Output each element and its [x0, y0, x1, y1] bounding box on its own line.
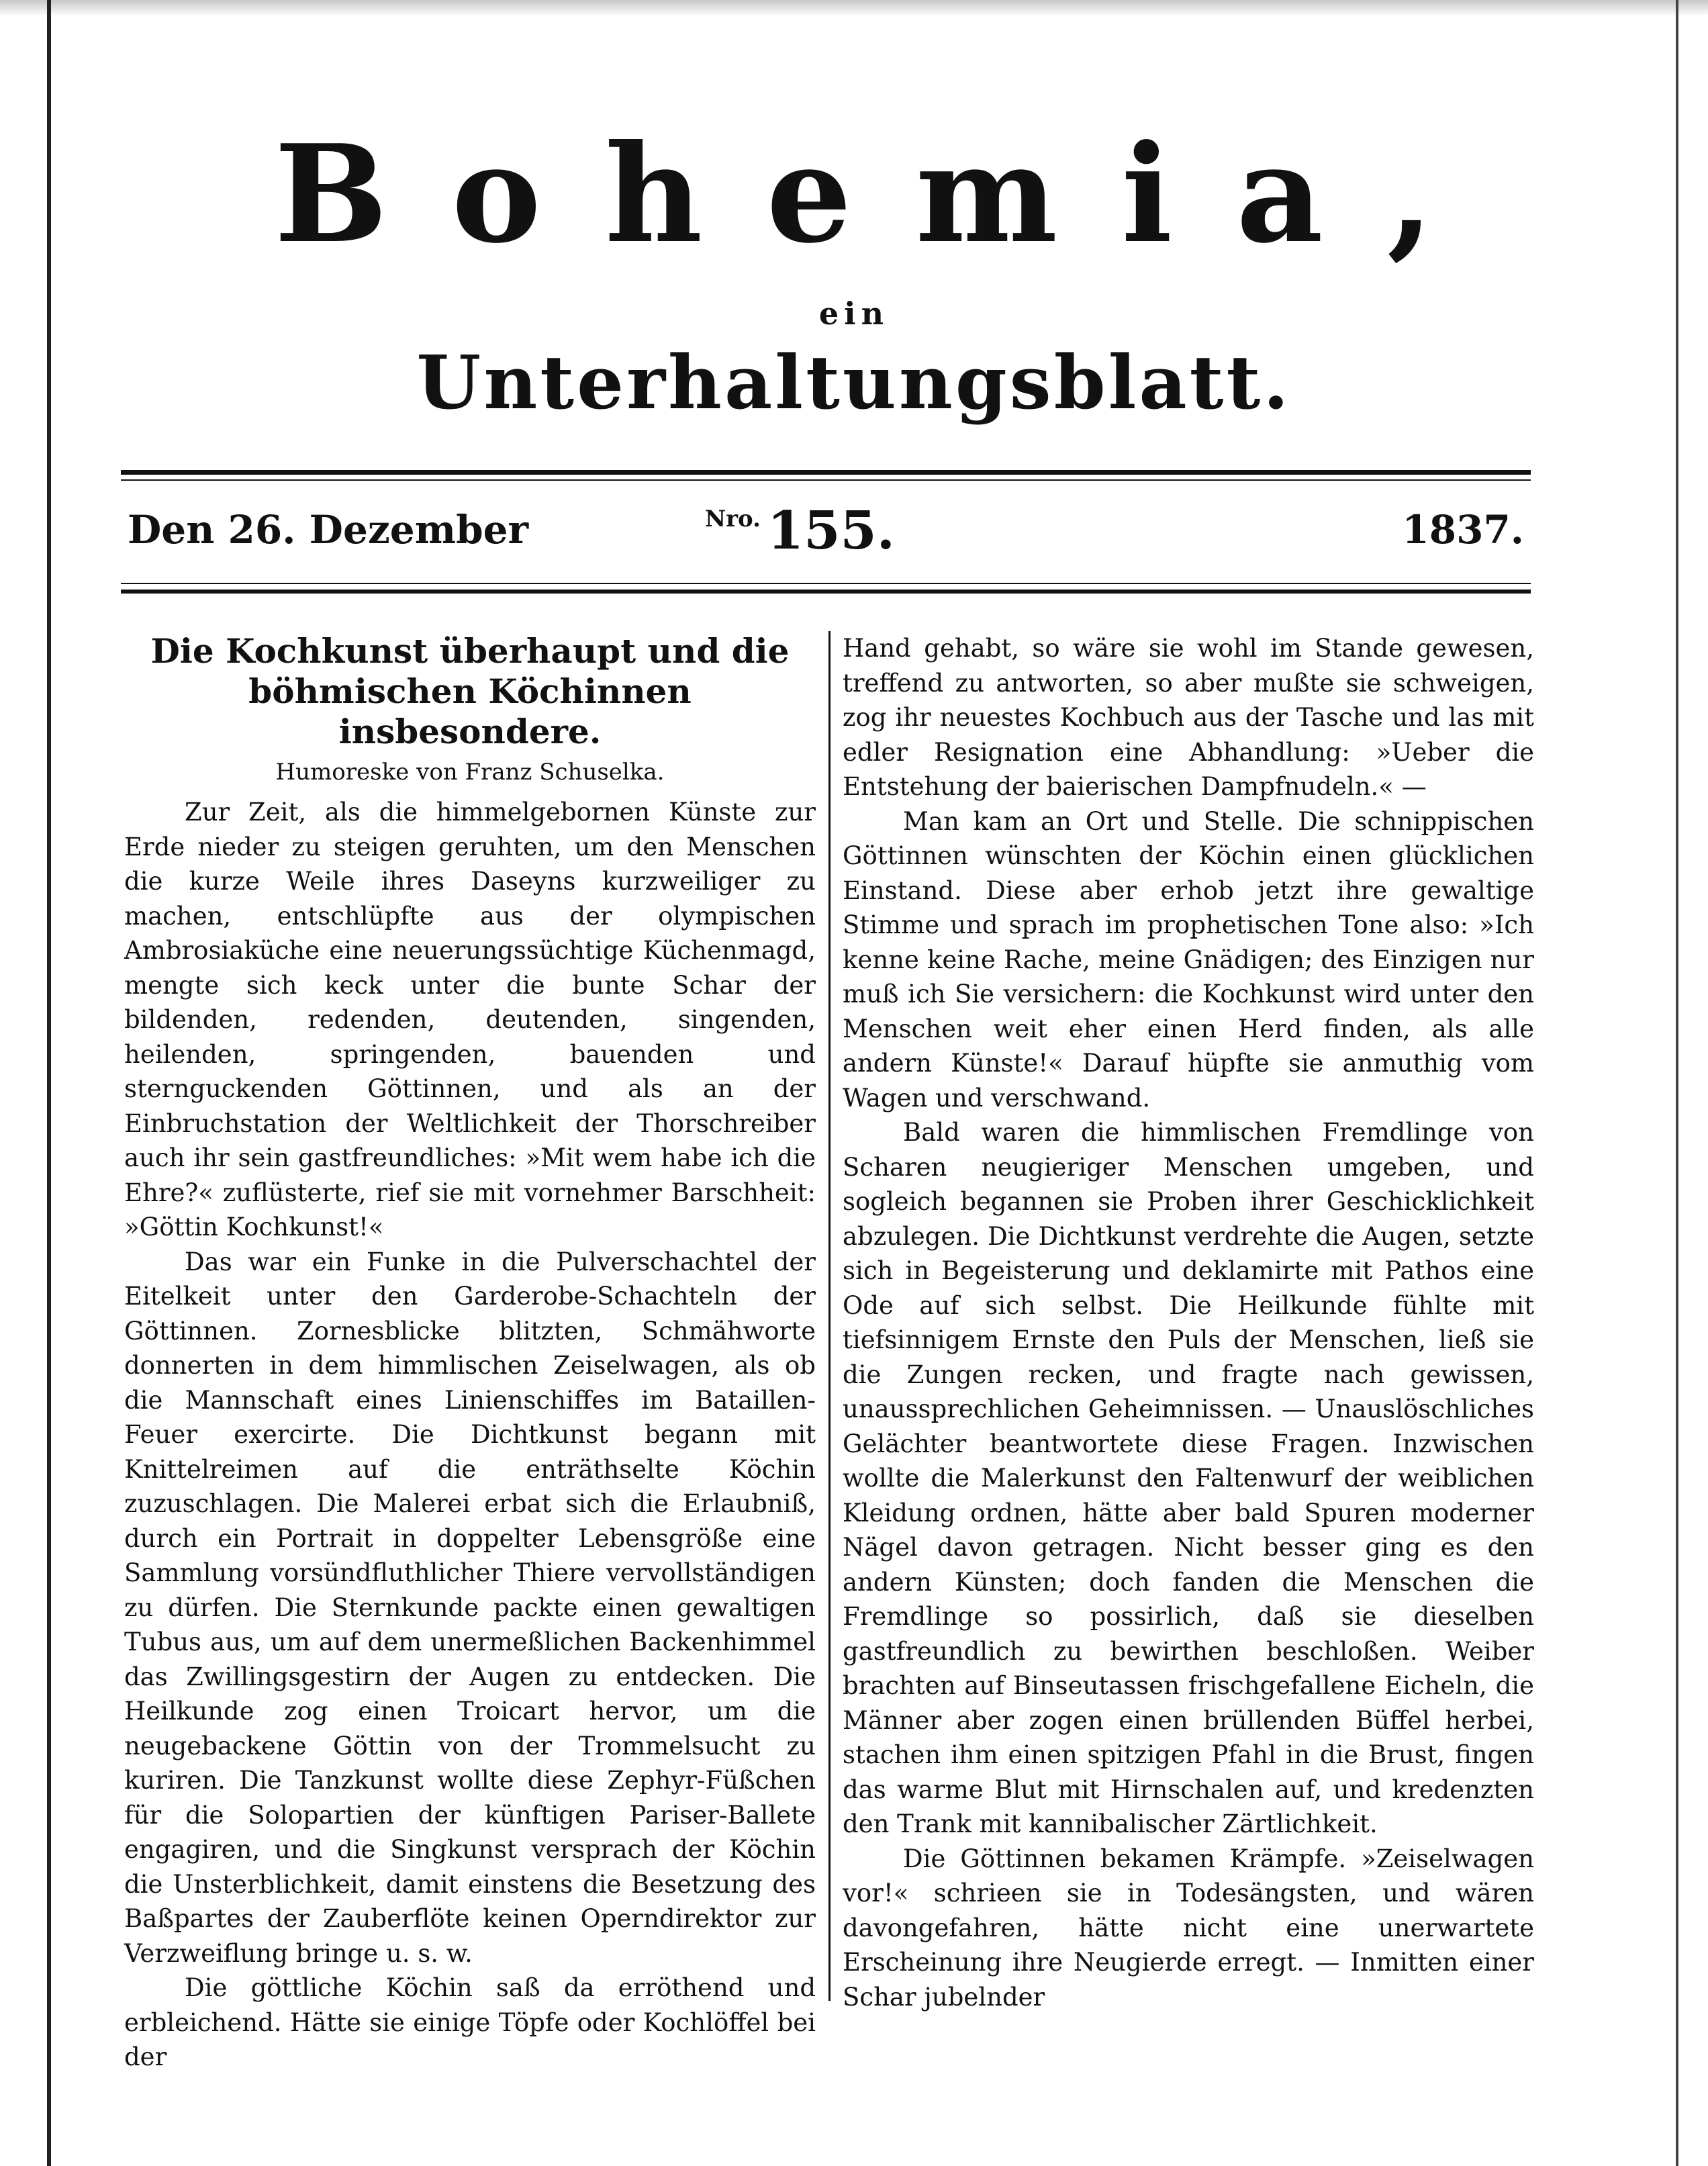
paragraph: Das war ein Funke in die Pulverschachtel der Eitelkeit unter den Garderobe-Schachteln der Göttinnen. Zornesblicke blitzten, Schmähworte donnerten in dem himmlischen Zeiselwagen, als ob die Mannschaft eines Linienschiffes im Bataillen-Feuer exercirte. Die Dichtkunst begann mit Knittelreimen auf die enträthselte Köchin zuzuschlagen. Die Malerei erbat sich die Erlaubniß, durch ein Portrait in doppelter Lebensgröße eine Sammlung vorsündfluthlicher Thiere vervollständigen zu dürfen. Die Sternkunde packte einen gewaltigen Tubus aus, um auf dem unermeßlichen Backenhimmel das Zwillingsgestirn der Augen zu entdecken. Die Heilkunde zog einen Troicart hervor, um die neugebackene Göttin von der Trommelsucht zu kuriren. Die Tanzkunst wollte diese Zephyr-Füßchen für die Solopartien der künftigen Pariser-Ballete engagiren, und die Singkunst versprach der Köchin die Unsterblichkeit, damit einstens die Besetzung des Baßpartes der Zauberflöte keinen Operndirektor zur Verzweiflung bringe u. s. w. [124, 1247, 816, 1968]
paragraph: Die Göttinnen bekamen Krämpfe. »Zeiselwagen vor!« schrieen sie in Todesängsten, und wären davongefahren, hätte nicht eine unerwartete Erscheinung ihre Neugierde erregt. — Inmitten einer Schar jubelnder [843, 1844, 1534, 2012]
header-rule-thin [121, 479, 1531, 481]
masthead-subtitle: Unterhaltungsblatt. [416, 339, 1292, 426]
right-column [843, 631, 1534, 2014]
issue-rule-thick [121, 590, 1531, 594]
issue-number-value: 155. [767, 500, 895, 561]
issue-rule-thin [121, 583, 1531, 584]
header-rule-thick [121, 470, 1531, 475]
paragraph: Zur Zeit, als die himmelgebornen Künste zur Erde nieder zu steigen geruhten, um den Menschen die kurze Weile ihres Daseyns kurzweiliger zu machen, entschlüpfte aus der olympischen Ambrosiaküche eine neuerungssüchtige Küchenmagd, mengte sich keck unter die bunte Schar der bildenden, redenden, deutenden, singenden, heilenden, springenden, bauenden und sternguckenden Göttinnen, und als an der Einbruchstation der Weltlichkeit der Thorschreiber auch ihr sein gastfreundliches: »Mit wem habe ich die Ehre?« zuflüsterte, rief sie mit vornehmer Barschheit: »Göttin Kochkunst!« [124, 798, 816, 1241]
masthead-title: Bohemia, [274, 115, 1498, 273]
article-byline: Humoreske von Franz Schuselka. [275, 759, 665, 786]
issue-number [705, 500, 895, 561]
issue-line [121, 500, 1531, 561]
left-column [124, 631, 816, 2075]
issue-year: 1837. [1402, 507, 1524, 553]
paragraph: Man kam an Ort und Stelle. Die schnippischen Göttinnen wünschten der Köchin einen glücklichen Einstand. Diese aber erhob jetzt ihre gewaltige Stimme und sprach im prophetischen Tone also: »Ich kenne keine Rache, meine Gnädigen; des Einzigen nur muß ich Sie versichern: die Kochkunst wird unter den Menschen weit eher einen Herd finden, als alle andern Künste!« Darauf hüpfte sie anmuthig vom Wagen und verschwand. [843, 806, 1534, 1113]
masthead-ein: ein [818, 295, 890, 332]
issue-number-prefix: Nro. [705, 506, 761, 532]
article-title: Die Kochkunst überhaupt und die böhmischen Köchinnen insbesondere. [150, 631, 790, 751]
issue-date: Den 26. Dezember [128, 507, 529, 553]
paragraph: Bald waren die himmlischen Fremdlinge von Scharen neugieriger Menschen umgeben, und sogleich begannen sie Proben ihrer Geschicklichkeit abzulegen. Die Dichtkunst verdrehte die Augen, setzte sich in Begeisterung und deklamirte mit Pathos eine Ode auf sich selbst. Die Heilkunde fühlte mit tiefsinnigem Ernste den Puls der Menschen, ließ sie die Zungen recken, und fragte nach gewissen, unaussprechlichen Geheimnissen. — Unauslöschliches Gelächter beantwortete diese Fragen. Inzwischen wollte die Malerkunst den Faltenwurf der weiblichen Kleidung ordnen, hätte aber bald Spuren moderner Nägel davon getragen. Nicht besser ging es den andern Künsten; doch fanden die Menschen die Fremdlinge so possirlich, daß sie dieselben gastfreundlich zu bewirthen beschloßen. Weiber brachten auf Binseutassen frischgefallene Eicheln, die Männer aber zogen einen brüllenden Büffel herbei, stachen ihm einen spitzigen Pfahl in die Brust, fingen das warme Blut mit Hirnschalen auf, und kredenzten den Trank mit kannibalischer Zärtlichkeit. [843, 1118, 1534, 1838]
paragraph: Hand gehabt, so wäre sie wohl im Stande gewesen, treffend zu antworten, so aber mußte sie schweigen, zog ihr neuestes Kochbuch aus der Tasche und las mit edler Resignation eine Abhandlung: »Ueber die Entstehung der baierischen Dampfnudeln.« — [843, 634, 1534, 801]
column-divider [828, 631, 831, 2001]
paragraph: Die göttliche Köchin saß da erröthend und erbleichend. Hätte sie einige Töpfe oder Kochlöffel bei der [124, 1973, 816, 2071]
